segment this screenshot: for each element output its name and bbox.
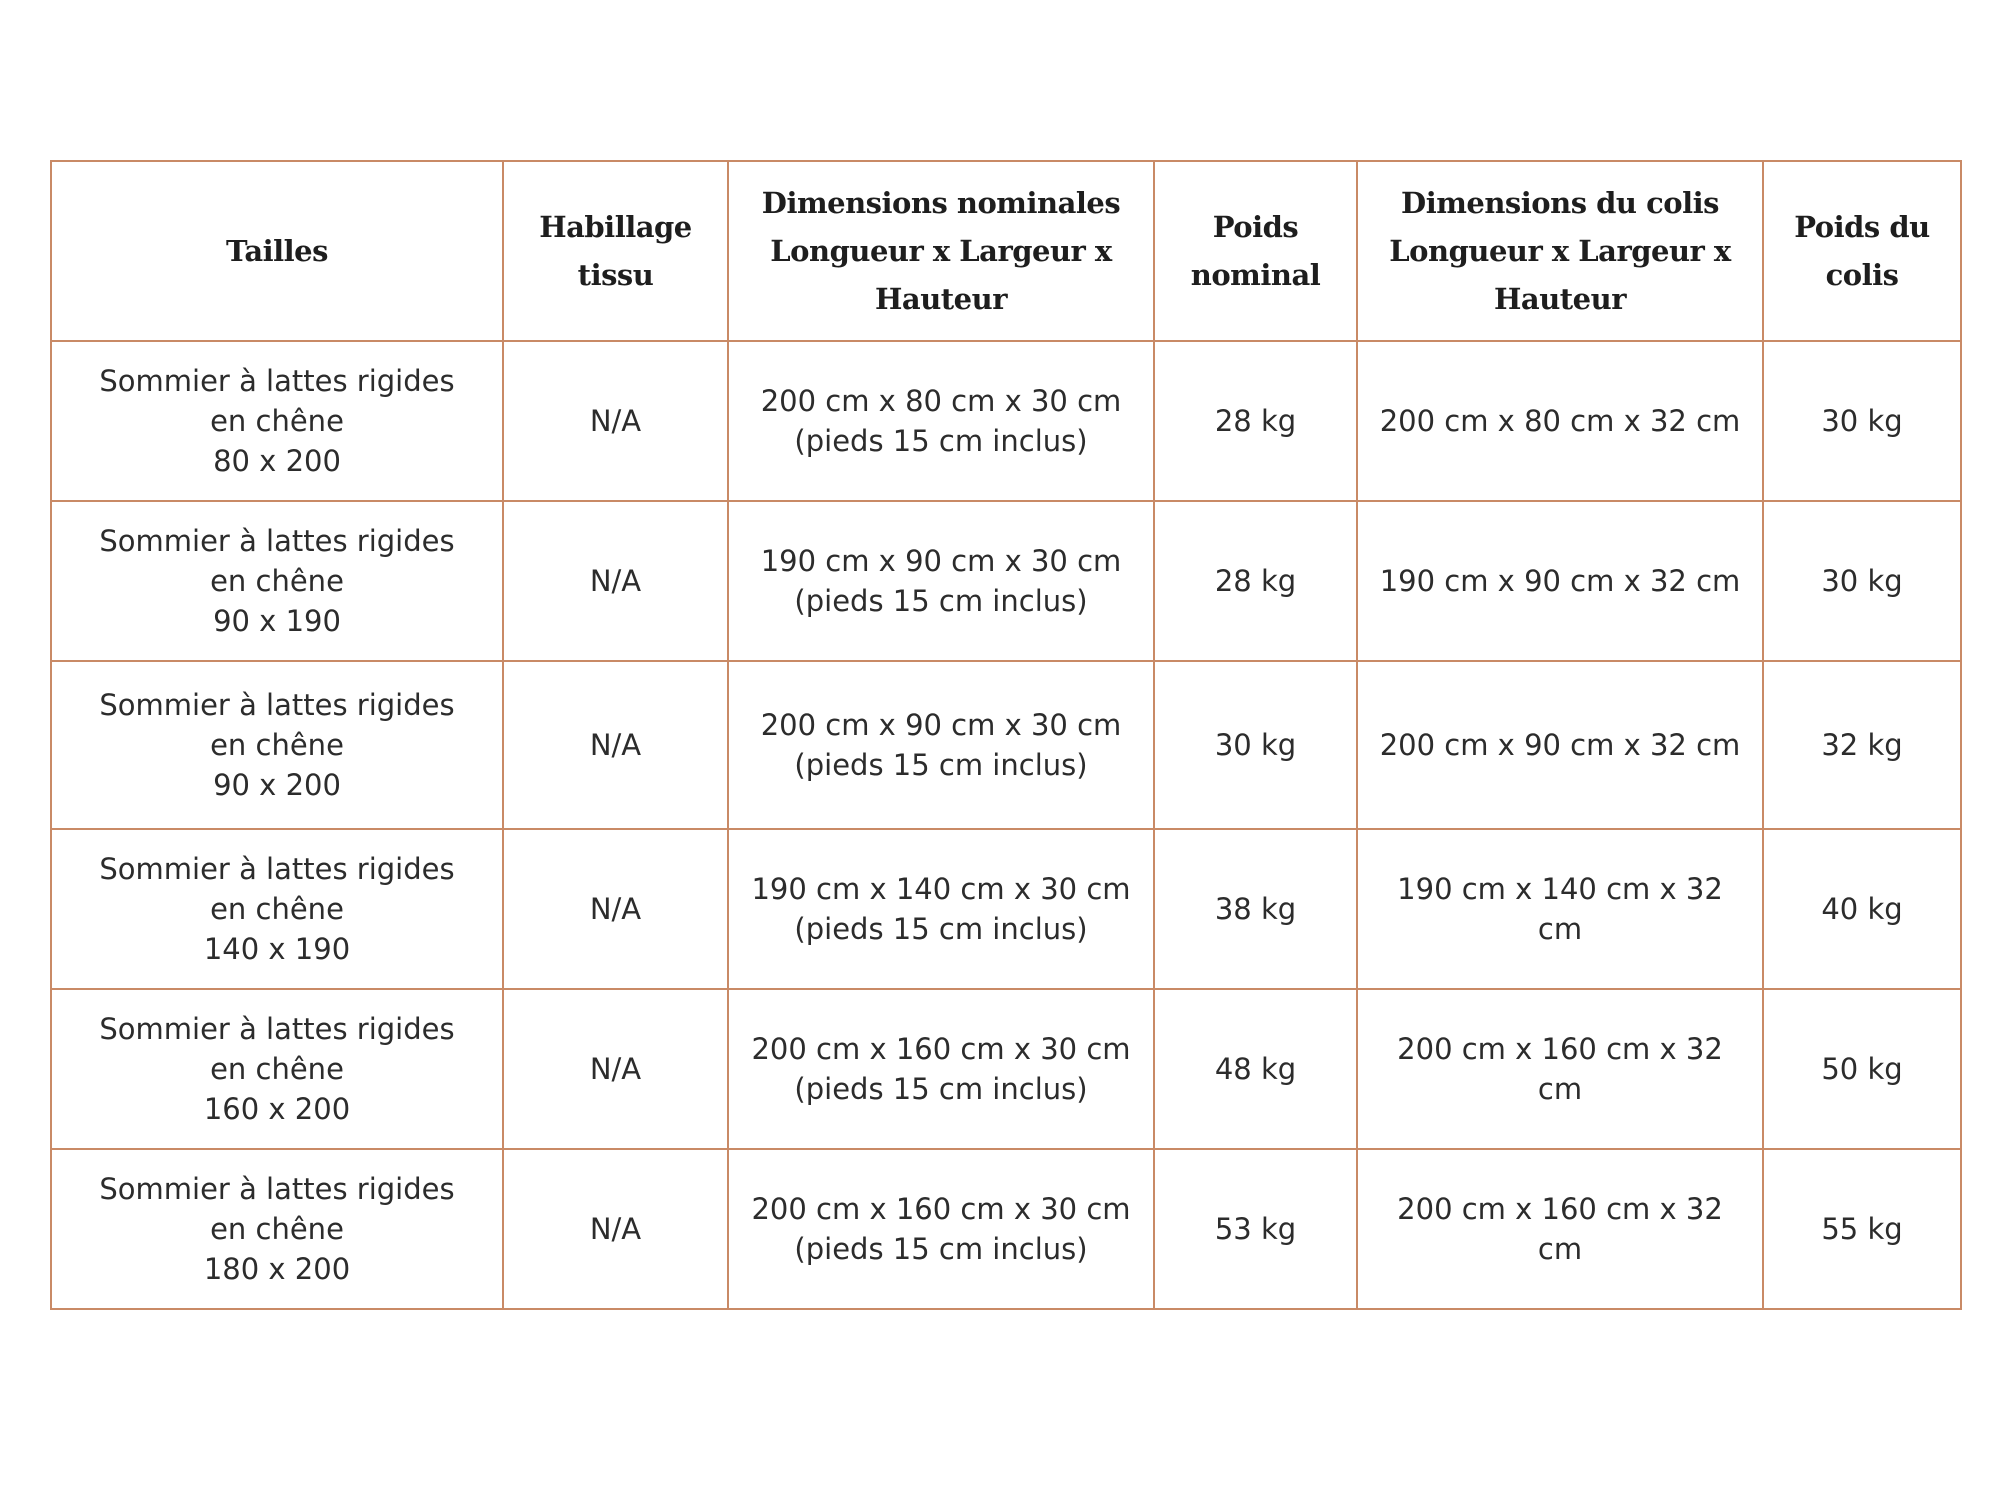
table-row <box>51 341 1961 501</box>
header-poids-colis: Poids du colis <box>1763 161 1961 341</box>
cell-poids-colis: 30 kg <box>1763 501 1961 661</box>
cell-poids-colis: 50 kg <box>1763 989 1961 1149</box>
header-tailles: Tailles <box>51 161 503 341</box>
cell-dimensions-colis: 190 cm x 140 cm x 32 cm <box>1357 829 1763 989</box>
cell-poids-nominal: 30 kg <box>1154 661 1357 829</box>
cell-habillage: N/A <box>503 341 728 501</box>
cell-habillage: N/A <box>503 1149 728 1309</box>
cell-poids-colis: 55 kg <box>1763 1149 1961 1309</box>
cell-habillage: N/A <box>503 661 728 829</box>
table-row <box>51 1149 1961 1309</box>
cell-poids-colis: 32 kg <box>1763 661 1961 829</box>
cell-taille: Sommier à lattes rigides en chêne 90 x 200 <box>51 661 503 829</box>
cell-dimensions-colis: 200 cm x 160 cm x 32 cm <box>1357 989 1763 1149</box>
cell-taille: Sommier à lattes rigides en chêne 90 x 190 <box>51 501 503 661</box>
table-row <box>51 989 1961 1149</box>
cell-poids-nominal: 28 kg <box>1154 501 1357 661</box>
table-row <box>51 829 1961 989</box>
cell-taille: Sommier à lattes rigides en chêne 140 x 190 <box>51 829 503 989</box>
table-row <box>51 501 1961 661</box>
cell-poids-colis: 40 kg <box>1763 829 1961 989</box>
header-dimensions-nominales: Dimensions nominales Longueur x Largeur x Hauteur <box>728 161 1154 341</box>
cell-dimensions-nominales: 200 cm x 80 cm x 30 cm (pieds 15 cm inclus) <box>728 341 1154 501</box>
cell-habillage: N/A <box>503 989 728 1149</box>
cell-dimensions-nominales: 190 cm x 140 cm x 30 cm (pieds 15 cm inclus) <box>728 829 1154 989</box>
cell-dimensions-colis: 200 cm x 80 cm x 32 cm <box>1357 341 1763 501</box>
cell-taille: Sommier à lattes rigides en chêne 180 x 200 <box>51 1149 503 1309</box>
cell-dimensions-nominales: 200 cm x 90 cm x 30 cm (pieds 15 cm inclus) <box>728 661 1154 829</box>
product-spec-table <box>50 160 1962 1310</box>
cell-habillage: N/A <box>503 829 728 989</box>
cell-poids-nominal: 38 kg <box>1154 829 1357 989</box>
header-habillage-tissu: Habillage tissu <box>503 161 728 341</box>
cell-poids-nominal: 48 kg <box>1154 989 1357 1149</box>
header-poids-nominal: Poids nominal <box>1154 161 1357 341</box>
header-row <box>51 161 1961 341</box>
cell-taille: Sommier à lattes rigides en chêne 160 x 200 <box>51 989 503 1149</box>
cell-poids-colis: 30 kg <box>1763 341 1961 501</box>
cell-poids-nominal: 53 kg <box>1154 1149 1357 1309</box>
cell-dimensions-colis: 190 cm x 90 cm x 32 cm <box>1357 501 1763 661</box>
cell-habillage: N/A <box>503 501 728 661</box>
cell-poids-nominal: 28 kg <box>1154 341 1357 501</box>
cell-dimensions-nominales: 190 cm x 90 cm x 30 cm (pieds 15 cm inclus) <box>728 501 1154 661</box>
cell-dimensions-nominales: 200 cm x 160 cm x 30 cm (pieds 15 cm inclus) <box>728 989 1154 1149</box>
cell-taille: Sommier à lattes rigides en chêne 80 x 200 <box>51 341 503 501</box>
table-row <box>51 661 1961 829</box>
cell-dimensions-colis: 200 cm x 160 cm x 32 cm <box>1357 1149 1763 1309</box>
cell-dimensions-nominales: 200 cm x 160 cm x 30 cm (pieds 15 cm inclus) <box>728 1149 1154 1309</box>
cell-dimensions-colis: 200 cm x 90 cm x 32 cm <box>1357 661 1763 829</box>
header-dimensions-colis: Dimensions du colis Longueur x Largeur x Hauteur <box>1357 161 1763 341</box>
